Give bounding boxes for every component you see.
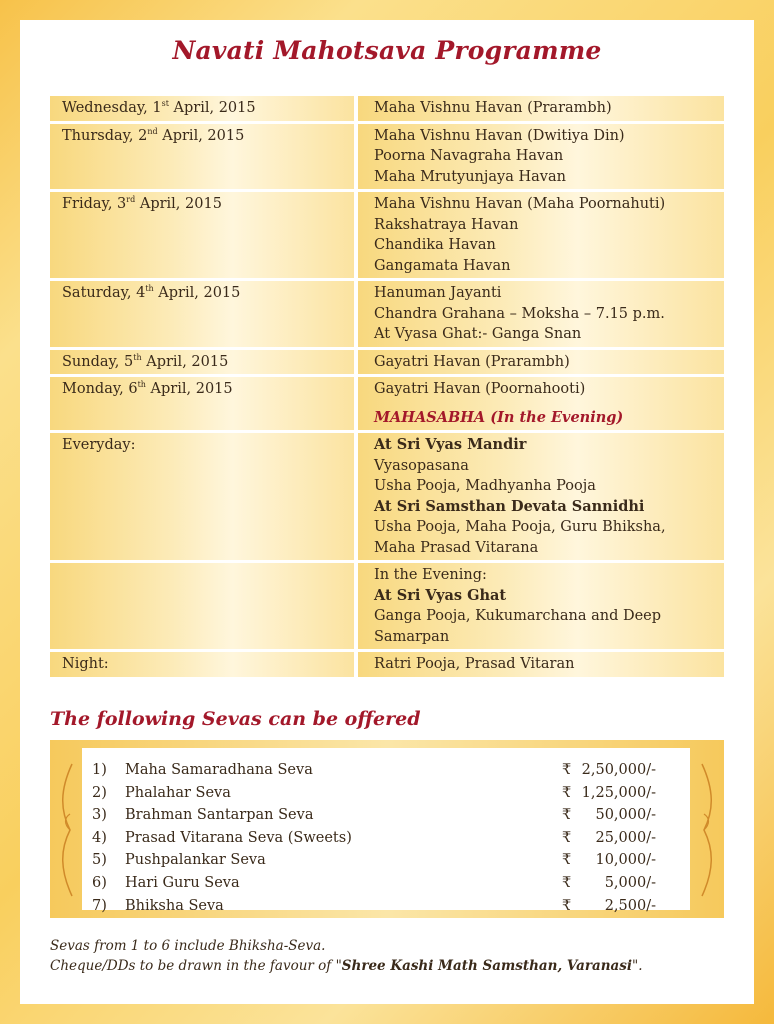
footnote-payee: Shree Kashi Math Samsthan, Varanasi bbox=[341, 958, 633, 974]
seva-amount: 5,000/- bbox=[604, 875, 656, 891]
seva-number: 6) bbox=[92, 875, 107, 891]
event-line: Usha Pooja, Maha Pooja, Guru Bhiksha, bbox=[374, 519, 666, 535]
schedule-events bbox=[358, 192, 724, 278]
schedule-events bbox=[358, 350, 724, 375]
seva-amount: 25,000/- bbox=[595, 829, 656, 846]
schedule-row bbox=[50, 652, 724, 677]
footnote-line-2 bbox=[50, 956, 643, 976]
seva-name: Maha Samaradhana Seva bbox=[125, 762, 313, 778]
schedule-day bbox=[50, 281, 354, 347]
seva-row bbox=[82, 807, 690, 829]
event-line: Ganga Pooja, Kukumarchana and Deep bbox=[374, 608, 662, 624]
seva-amount: 2,50,000/- bbox=[581, 762, 656, 778]
day-suffix: th bbox=[137, 380, 146, 390]
event-line: At Sri Samsthan Devata Sannidhi bbox=[374, 497, 645, 515]
schedule-day bbox=[50, 563, 354, 649]
programme-schedule bbox=[50, 96, 724, 680]
seva-number: 2) bbox=[92, 784, 107, 801]
event-line: At Sri Vyas Ghat bbox=[374, 586, 507, 604]
event-line: Maha Vishnu Havan (Prarambh) bbox=[374, 100, 612, 116]
footnote-prefix: Cheque/DDs to be drawn in the favour of " bbox=[50, 958, 342, 974]
day-suffix: nd bbox=[147, 126, 158, 136]
day-text: Wednesday, 1 bbox=[62, 100, 162, 116]
seva-row bbox=[82, 875, 690, 897]
event-line: Maha Mrutyunjaya Havan bbox=[374, 168, 566, 185]
seva-name: Phalahar Seva bbox=[125, 784, 231, 801]
schedule-day bbox=[50, 377, 354, 430]
month-year-text: April, 2015 bbox=[145, 381, 233, 397]
rupee-symbol: ₹ bbox=[562, 784, 572, 801]
event-line: In the Evening: bbox=[374, 567, 487, 583]
event-line: Maha Vishnu Havan (Dwitiya Din) bbox=[374, 127, 625, 144]
event-line: At Vyasa Ghat:- Ganga Snan bbox=[374, 326, 582, 342]
footnote-line-1: Sevas from 1 to 6 include Bhiksha-Seva. bbox=[50, 938, 326, 954]
schedule-day bbox=[50, 124, 354, 190]
day-text: Night: bbox=[62, 656, 109, 672]
event-line: MAHASABHA (In the Evening) bbox=[374, 408, 624, 426]
schedule-day bbox=[50, 350, 354, 375]
schedule-events bbox=[358, 377, 724, 430]
schedule-row bbox=[50, 281, 724, 347]
seva-number: 3) bbox=[92, 807, 107, 824]
event-line: Ratri Pooja, Prasad Vitaran bbox=[374, 656, 575, 672]
month-year-text: April, 2015 bbox=[141, 353, 229, 370]
event-line: Poorna Navagraha Havan bbox=[374, 148, 564, 164]
seva-number: 5) bbox=[92, 852, 107, 869]
schedule-row bbox=[50, 350, 724, 375]
page-title: Navati Mahotsava Programme bbox=[172, 36, 602, 65]
schedule-row bbox=[50, 192, 724, 278]
seva-name: Brahman Santarpan Seva bbox=[125, 807, 314, 824]
event-line: Gayatri Havan (Poornahooti) bbox=[374, 381, 586, 397]
seva-amount: 1,25,000/- bbox=[581, 784, 656, 801]
seva-row bbox=[82, 830, 690, 852]
month-year-text: April, 2015 bbox=[153, 285, 241, 301]
seva-name: Bhiksha Seva bbox=[125, 897, 224, 914]
seva-number: 4) bbox=[92, 829, 107, 846]
schedule-day bbox=[50, 652, 354, 677]
footnote-suffix: ". bbox=[632, 958, 643, 974]
schedule-row bbox=[50, 563, 724, 649]
event-line: Gayatri Havan (Prarambh) bbox=[374, 353, 570, 370]
seva-name: Hari Guru Seva bbox=[125, 875, 240, 891]
sevas-panel bbox=[50, 740, 724, 918]
seva-row bbox=[82, 762, 690, 784]
seva-row bbox=[82, 898, 690, 920]
day-text: Saturday, 4 bbox=[62, 285, 146, 301]
event-line: Rakshatraya Havan bbox=[374, 216, 519, 233]
sevas-list bbox=[82, 748, 690, 914]
seva-row bbox=[82, 785, 690, 807]
seva-amount: 2,500/- bbox=[604, 897, 656, 914]
day-suffix: st bbox=[161, 99, 169, 109]
event-line: Gangamata Havan bbox=[374, 257, 511, 274]
event-line: Chandra Grahana – Moksha – 7.15 p.m. bbox=[374, 305, 665, 322]
rupee-symbol: ₹ bbox=[562, 897, 572, 914]
month-year-text: April, 2015 bbox=[168, 100, 256, 116]
seva-number: 1) bbox=[92, 762, 107, 778]
schedule-events bbox=[358, 652, 724, 677]
seva-amount: 10,000/- bbox=[595, 852, 656, 869]
event-line: Maha Prasad Vitarana bbox=[374, 539, 539, 556]
event-line: Vyasopasana bbox=[374, 457, 469, 474]
seva-amount: 50,000/- bbox=[595, 807, 656, 824]
seva-row bbox=[82, 852, 690, 874]
seva-name: Prasad Vitarana Seva (Sweets) bbox=[125, 829, 352, 846]
day-text: Everyday: bbox=[62, 437, 136, 453]
month-year-text: April, 2015 bbox=[135, 196, 222, 212]
schedule-row bbox=[50, 433, 724, 560]
seva-name: Pushpalankar Seva bbox=[125, 852, 266, 869]
schedule-row bbox=[50, 124, 724, 190]
day-text: Monday, 6 bbox=[62, 381, 138, 397]
day-text: Sunday, 5 bbox=[62, 353, 134, 370]
day-text: Friday, 3 bbox=[62, 196, 127, 212]
rupee-symbol: ₹ bbox=[562, 875, 572, 891]
schedule-row bbox=[50, 377, 724, 430]
footnote bbox=[50, 936, 643, 976]
rupee-symbol: ₹ bbox=[562, 829, 572, 846]
schedule-events bbox=[358, 281, 724, 347]
schedule-events bbox=[358, 96, 724, 121]
right-ornament-icon bbox=[696, 760, 716, 900]
schedule-events bbox=[358, 433, 724, 560]
schedule-row bbox=[50, 96, 724, 121]
schedule-events bbox=[358, 563, 724, 649]
day-suffix: rd bbox=[126, 195, 136, 205]
event-line: Usha Pooja, Madhyanha Pooja bbox=[374, 478, 596, 494]
day-suffix: th bbox=[133, 352, 142, 362]
seva-number: 7) bbox=[92, 897, 107, 914]
left-ornament-icon bbox=[58, 760, 78, 900]
month-year-text: April, 2015 bbox=[157, 127, 245, 144]
event-line: At Sri Vyas Mandir bbox=[374, 436, 527, 453]
sevas-heading: The following Sevas can be offered bbox=[50, 708, 421, 730]
schedule-events bbox=[358, 124, 724, 190]
day-text: Thursday, 2 bbox=[62, 127, 148, 144]
rupee-symbol: ₹ bbox=[562, 807, 572, 824]
event-line: Maha Vishnu Havan (Maha Poornahuti) bbox=[374, 196, 666, 212]
event-line: Samarpan bbox=[374, 628, 450, 645]
rupee-symbol: ₹ bbox=[562, 762, 572, 778]
rupee-symbol: ₹ bbox=[562, 852, 572, 869]
schedule-day bbox=[50, 433, 354, 560]
day-suffix: th bbox=[145, 284, 154, 294]
event-line: Hanuman Jayanti bbox=[374, 285, 502, 301]
schedule-day bbox=[50, 192, 354, 278]
schedule-day bbox=[50, 96, 354, 121]
event-line: Chandika Havan bbox=[374, 237, 496, 253]
